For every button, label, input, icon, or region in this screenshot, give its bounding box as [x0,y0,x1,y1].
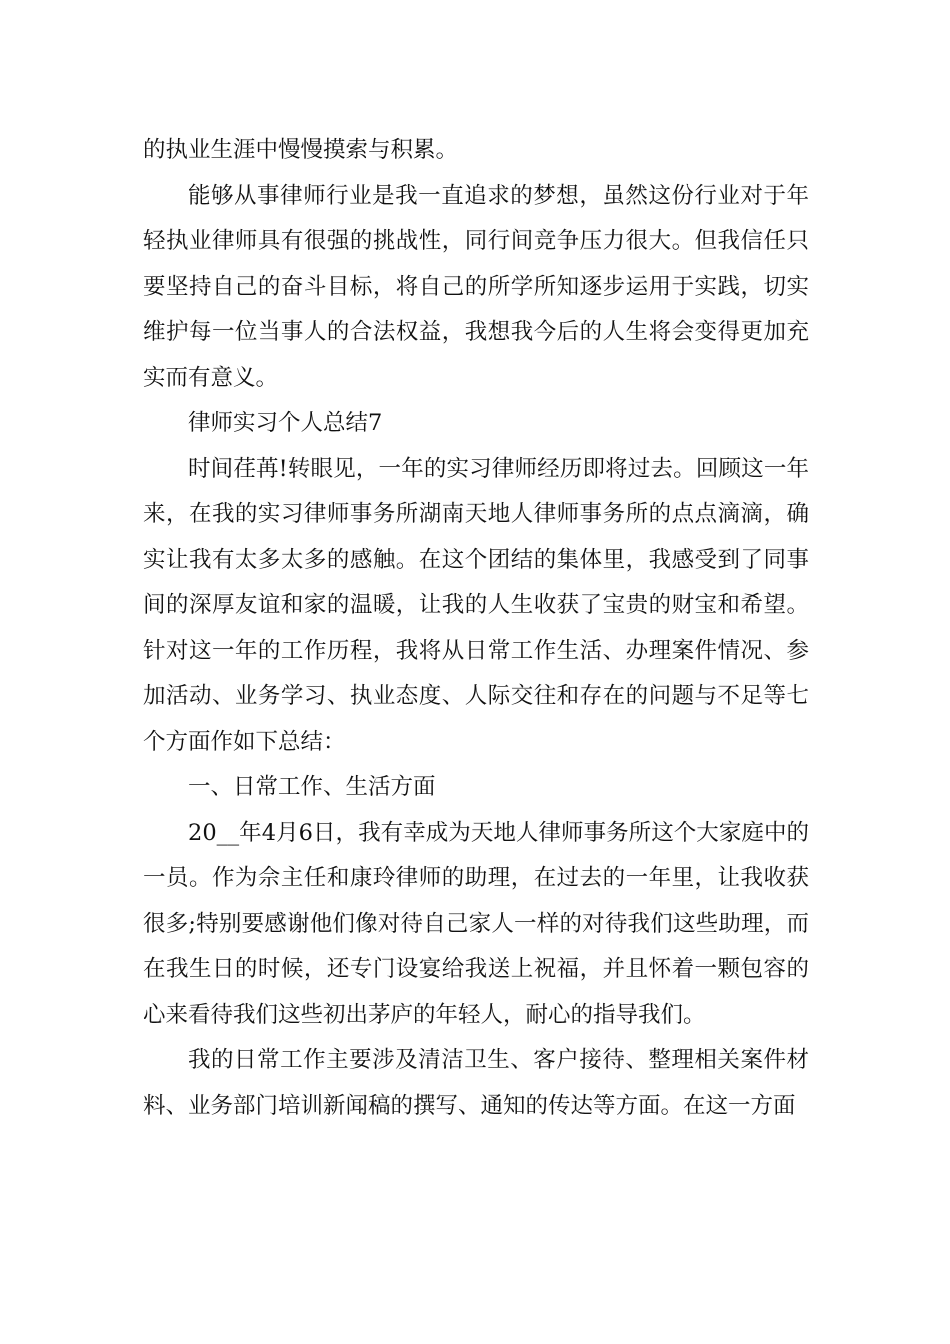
section-heading-daily-work: 一、日常工作、生活方面 [188,774,436,800]
paragraph-continuation: 的执业生涯中慢慢摸索与积累。 [143,137,459,163]
section-title-summary-7: 律师实习个人总结7 [188,410,383,436]
document-body [143,128,809,1129]
paragraph-year-review: 时间荏苒!转眼见，一年的实习律师经历即将过去。回顾这一年来，在我的实习律师事务所湖南天地人律师事务所的点点滴滴，确实让我有太多太多的感触。在这个团结的集体里，我感受到了同事间的深厚友谊和家的温暖，让我的人生收获了宝贵的财宝和希望。针对这一年的工作历程，我将从日常工作生活、办理案件情况、参加活动、业务学习、执业态度、人际交往和存在的问题与不足等七个方面作如下总结： [143,455,809,755]
paragraph-career-dream: 能够从事律师行业是我一直追求的梦想，虽然这份行业对于年轻执业律师具有很强的挑战性，同行间竞争压力很大。但我信任只要坚持自己的奋斗目标，将自己的所学所知逐步运用于实践，切实维护每一位当事人的合法权益，我想我今后的人生将会变得更加充实而有意义。 [143,182,809,391]
paragraph-daily-duties: 我的日常工作主要涉及清洁卫生、客户接待、整理相关案件材料、业务部门培训新闻稿的撰写、通知的传达等方面。在这一方面 [143,1047,809,1119]
paragraph-joining-firm: 20__年4月6日，我有幸成为天地人律师事务所这个大家庭中的一员。作为佘主任和康玲律师的助理，在过去的一年里，让我收获很多;特别要感谢他们像对待自己家人一样的对待我们这些助理，而在我生日的时候，还专门设宴给我送上祝福，并且怀着一颗包容的心来看待我们这些初出茅庐的年轻人，耐心的指导我们。 [143,819,809,1028]
